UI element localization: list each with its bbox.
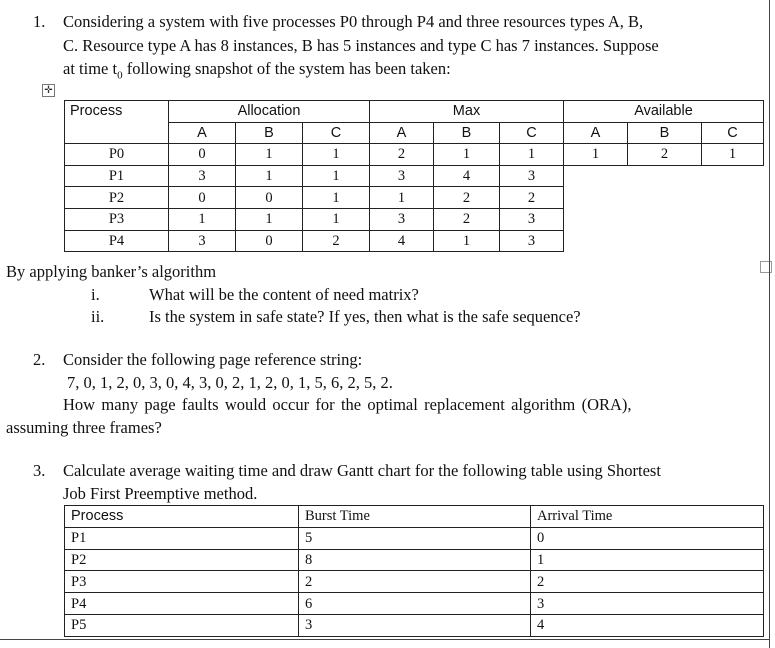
q1-number: 1. [33, 12, 46, 31]
bank-header-row [65, 101, 764, 123]
bank-process-cell: P0 [65, 144, 169, 166]
bank-cell: 1 [434, 230, 500, 252]
sjf-row [65, 571, 764, 593]
bank-subheader: A [370, 122, 434, 144]
sjf-cell: 5 [299, 527, 531, 549]
sjf-cell: 6 [299, 593, 531, 615]
bank-cell: 3 [169, 165, 236, 187]
sjf-row [65, 549, 764, 571]
sjf-header: Burst Time [299, 506, 531, 528]
q3-number: 3. [33, 461, 46, 480]
bank-subheader-row [65, 122, 764, 144]
bank-cell: 2 [500, 187, 564, 209]
bank-process-cell: P3 [65, 208, 169, 230]
sjf-header: Arrival Time [531, 506, 764, 528]
sjf-cell: P4 [65, 593, 299, 615]
bank-cell: 1 [564, 144, 628, 166]
q2-sequence: 7, 0, 1, 2, 0, 3, 0, 4, 3, 0, 2, 1, 2, 0, 1, 5, 6, 2, 5, 2. [67, 373, 393, 392]
q1-line-3 [63, 59, 451, 81]
bank-available-header: Available [564, 101, 764, 123]
bank-process-cell: P4 [65, 230, 169, 252]
bank-cell: 2 [434, 208, 500, 230]
q2-number: 2. [33, 350, 46, 369]
sjf-row [65, 527, 764, 549]
sjf-cell: 3 [299, 614, 531, 636]
bank-cell: 1 [303, 165, 370, 187]
sub-item-marker: i. [91, 285, 100, 304]
bank-cell: 3 [370, 208, 434, 230]
bank-process-cell: P2 [65, 187, 169, 209]
sjf-header-row [65, 506, 764, 528]
bank-cell: 1 [303, 208, 370, 230]
bank-subheader: A [169, 122, 236, 144]
q1-line-1: Considering a system with five processes P0 through P4 and three resources types A, B, [63, 12, 644, 31]
sjf-cell: 2 [299, 571, 531, 593]
bank-cell: 3 [370, 165, 434, 187]
q1-line-3-prefix: at time t [63, 59, 118, 78]
sjf-cell: 4 [531, 614, 764, 636]
bank-process-header: Process [65, 101, 169, 144]
sjf-cell: P5 [65, 614, 299, 636]
sjf-header: Process [65, 506, 299, 528]
q2-question-line-1: How many page faults would occur for the optimal replacement algorithm (ORA), [63, 395, 632, 414]
by-applying-text: By applying banker’s algorithm [6, 262, 217, 281]
bank-cell: 1 [303, 187, 370, 209]
bank-subheader: C [500, 122, 564, 144]
q2-question-line-2: assuming three frames? [6, 418, 162, 437]
bank-cell: 2 [434, 187, 500, 209]
bank-cell: 1 [500, 144, 564, 166]
bank-cell: 3 [500, 165, 564, 187]
bank-cell: 1 [236, 165, 303, 187]
bankers-snapshot-table [64, 100, 764, 252]
sjf-process-table [64, 505, 764, 637]
sjf-row [65, 614, 764, 636]
sub-item-text: What will be the content of need matrix? [149, 285, 419, 304]
sub-item-marker: ii. [91, 307, 105, 326]
sjf-cell: 8 [299, 549, 531, 571]
bank-row [65, 165, 764, 187]
sjf-cell: P3 [65, 571, 299, 593]
bank-cell: 1 [236, 208, 303, 230]
page-right-edge [769, 0, 770, 648]
bank-cell: 1 [434, 144, 500, 166]
table-resize-handle[interactable] [760, 261, 772, 273]
sjf-cell: P2 [65, 549, 299, 571]
page-bottom-edge [0, 639, 770, 640]
q1-line-2: C. Resource type A has 8 instances, B has 5 instances and type C has 7 instances. Suppose [63, 36, 659, 55]
bank-subheader: B [236, 122, 303, 144]
bank-cell: 1 [370, 187, 434, 209]
q2-line-1: Consider the following page reference string: [63, 350, 363, 369]
bank-row [65, 144, 764, 166]
sub-item-text: Is the system in safe state? If yes, then what is the safe sequence? [149, 307, 581, 326]
bank-cell: 0 [236, 230, 303, 252]
sjf-cell: P1 [65, 527, 299, 549]
bank-cell: 1 [702, 144, 764, 166]
sjf-cell: 2 [531, 571, 764, 593]
bank-available-empty [564, 165, 764, 251]
bank-subheader: A [564, 122, 628, 144]
bank-cell: 0 [169, 144, 236, 166]
bank-subheader: B [434, 122, 500, 144]
bank-cell: 3 [500, 208, 564, 230]
bank-cell: 1 [169, 208, 236, 230]
bank-max-header: Max [370, 101, 564, 123]
bank-cell: 3 [169, 230, 236, 252]
bank-subheader: C [303, 122, 370, 144]
bank-cell: 0 [169, 187, 236, 209]
bank-cell: 4 [434, 165, 500, 187]
bank-cell: 3 [500, 230, 564, 252]
bank-cell: 2 [370, 144, 434, 166]
bank-allocation-header: Allocation [169, 101, 370, 123]
q1-line-3-subscript: 0 [117, 69, 123, 82]
bank-process-cell: P1 [65, 165, 169, 187]
bank-subheader: C [702, 122, 764, 144]
bank-cell: 1 [303, 144, 370, 166]
bank-cell: 4 [370, 230, 434, 252]
q1-line-3-suffix: following snapshot of the system has been taken: [122, 59, 451, 78]
sjf-cell: 3 [531, 593, 764, 615]
q3-line-2: Job First Preemptive method. [63, 484, 258, 503]
sjf-cell: 0 [531, 527, 764, 549]
bank-cell: 0 [236, 187, 303, 209]
bank-subheader: B [628, 122, 702, 144]
bank-cell: 1 [236, 144, 303, 166]
bank-cell: 2 [628, 144, 702, 166]
sjf-cell: 1 [531, 549, 764, 571]
bank-cell: 2 [303, 230, 370, 252]
sjf-row [65, 593, 764, 615]
table-move-handle-icon[interactable]: ✛ [42, 84, 55, 97]
q3-line-1: Calculate average waiting time and draw Gantt chart for the following table using Shortest [63, 461, 661, 480]
